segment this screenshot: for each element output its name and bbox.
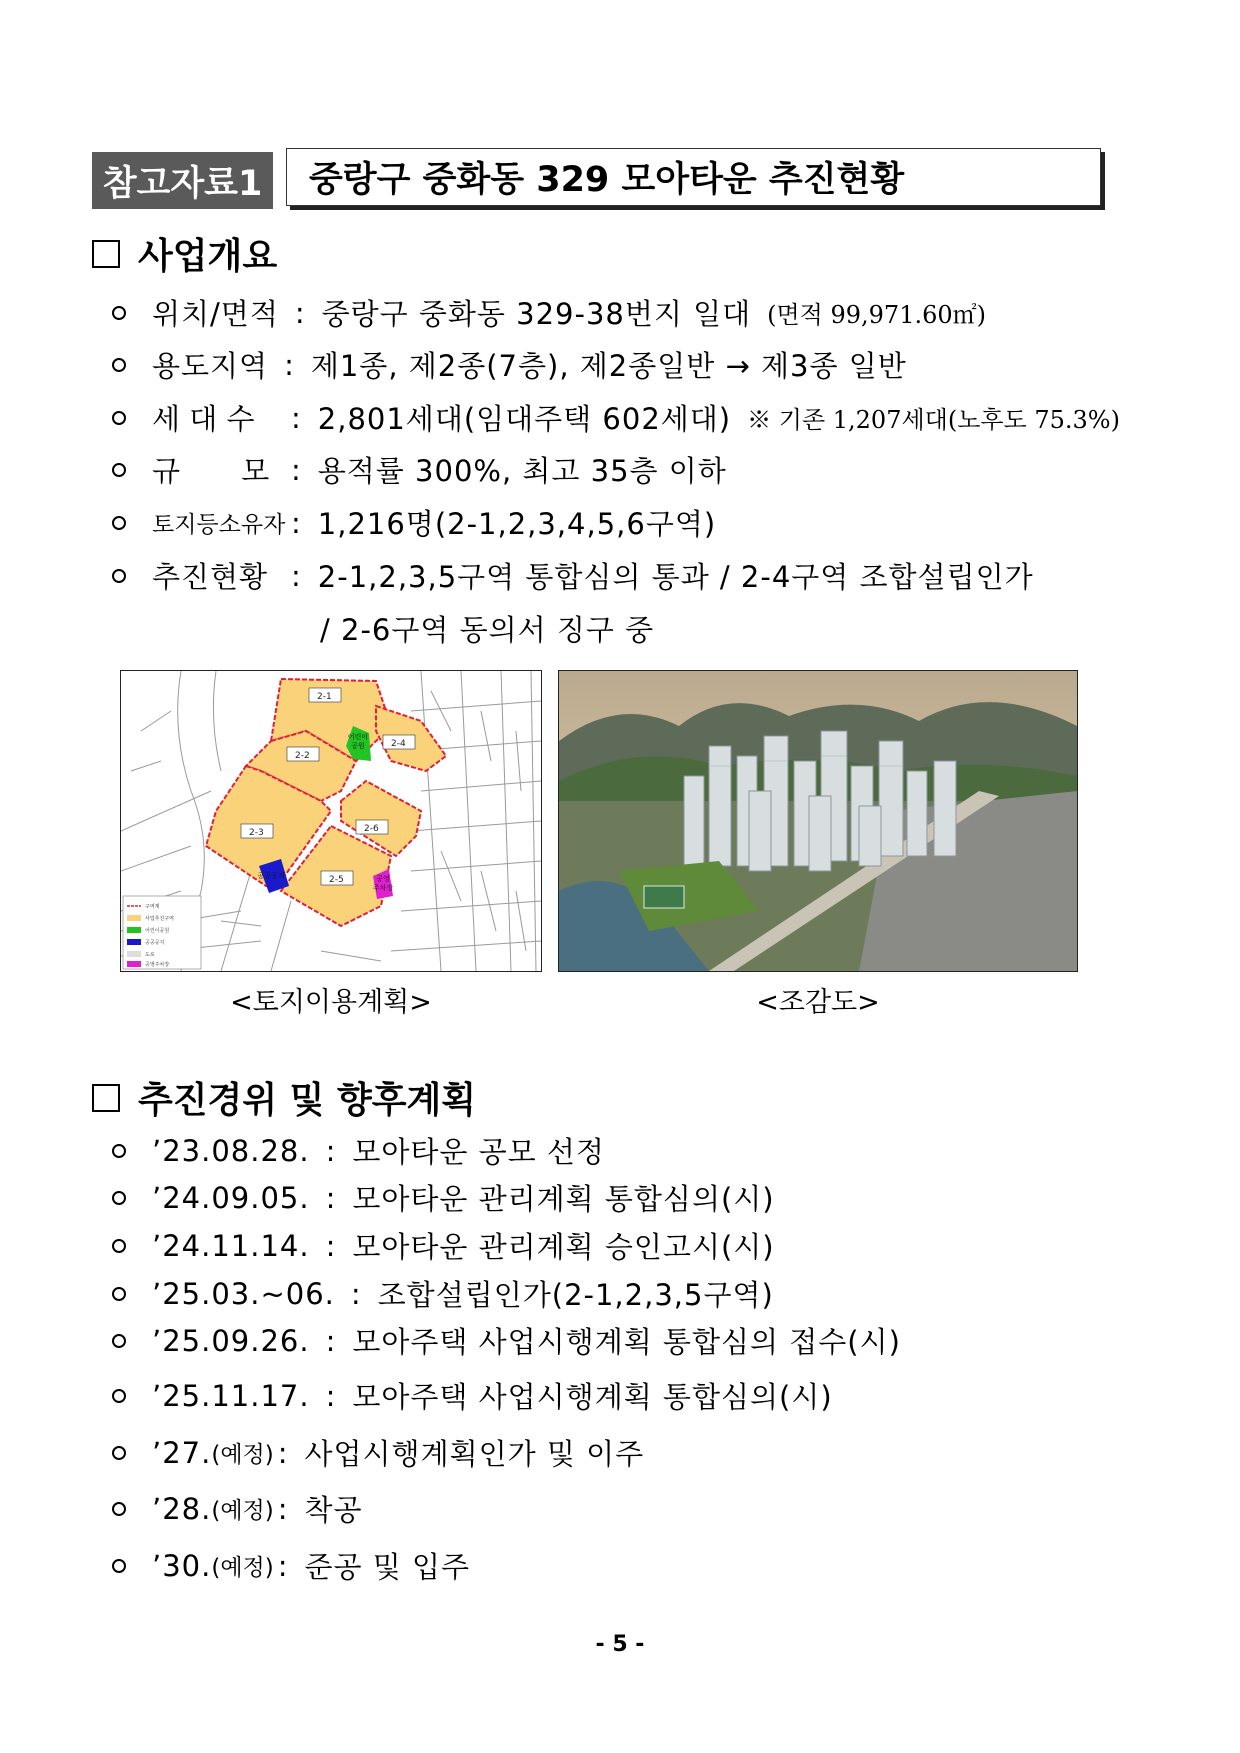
timeline-item [112,1488,363,1529]
colon: : [291,452,302,487]
item-note: ※ 기존 1,207세대(노후도 75.3%) [747,406,1120,434]
timeline-text: 모아타운 공모 선정 [352,1135,605,1169]
bullet-circle-icon [112,411,126,425]
reference-title: 중랑구 중화동 329 모아타운 추진현황 [286,148,1101,206]
timeline-text: 모아주택 사업시행계획 통합심의 접수(시) [352,1325,901,1359]
bullet-circle-icon [112,1334,126,1348]
map-facility-label: 공원 [351,742,365,750]
timeline-date: ’24.09.05. [152,1180,310,1215]
timeline-item [112,1177,775,1218]
item-label: 토지등소유자 [152,512,286,538]
legend-label: 어린이공원 [145,928,170,934]
section-heading-text: 추진경위 및 향후계획 [138,1080,477,1121]
bullet-circle-icon [112,1446,126,1460]
aerial-rendering-caption: <조감도> [756,987,880,1018]
item-label: 세 대 수 [152,402,255,436]
map-facility-label: 공공공지 [257,872,285,880]
overview-item-owners [112,502,716,543]
timeline-item [112,1375,833,1416]
colon: : [291,400,302,435]
bullet-circle-icon [112,358,126,372]
timeline-item [112,1225,775,1266]
timeline-date: ’25.09.26. [152,1323,310,1358]
land-use-map-svg [121,671,541,971]
overview-item-scale [112,449,727,490]
item-label: 위치/면적 [152,297,279,331]
section-heading-overview [92,228,277,279]
item-value: 2-1,2,3,5구역 통합심의 통과 / 2-4구역 조합설립인가 [317,560,1034,594]
colon: : [291,558,302,593]
timeline-date: ’23.08.28. [152,1133,310,1168]
legend-label: 도로 [145,952,155,958]
timeline-text: 사업시행계획인가 및 이주 [304,1437,645,1471]
item-value-continued: / 2-6구역 동의서 징구 중 [320,613,655,647]
bullet-circle-icon [112,516,126,530]
timeline-date: ’24.11.14. [152,1228,310,1263]
timeline-planned-tag: (예정) [211,1442,274,1468]
colon: : [325,1180,337,1215]
zone-label-2-4: 2-4 [391,739,406,749]
timeline-date: ’25.11.17. [152,1378,310,1413]
timeline-item [112,1130,605,1171]
map-legend [123,896,201,969]
timeline-item [112,1432,644,1473]
colon: : [277,1435,289,1470]
timeline-date: ’27. [152,1435,212,1470]
colon: : [325,1378,337,1413]
timeline-date: ’28. [152,1491,212,1526]
timeline-text: 모아타운 관리계획 통합심의(시) [352,1182,775,1216]
item-value: 용적률 300%, 최고 35층 이하 [317,454,727,488]
land-use-map-caption: <토지이용계획> [230,987,432,1018]
item-value: 1,216명(2-1,2,3,4,5,6구역) [317,507,717,541]
bullet-circle-icon [112,1287,126,1301]
aerial-rendering [558,670,1078,972]
timeline-text: 준공 및 입주 [304,1550,471,1584]
overview-item-households [112,397,1120,438]
item-label: 용도지역 [152,349,269,383]
colon: : [284,347,295,382]
timeline-text: 모아주택 사업시행계획 통합심의(시) [352,1380,833,1414]
timeline-item [112,1320,901,1361]
timeline-item [112,1273,774,1314]
colon: : [277,1548,289,1583]
bullet-circle-icon [112,569,126,583]
map-facility-label: 어린이 [347,733,369,741]
timeline-text: 조합설립인가(2-1,2,3,5구역) [377,1278,774,1312]
overview-item-progress [112,555,1034,596]
zone-label-2-1: 2-1 [317,692,332,702]
timeline-text: 착공 [304,1493,363,1527]
item-note: (면적 99,971.60㎡) [767,301,986,329]
colon: : [291,505,302,540]
map-facility-label: 주차장 [372,884,394,892]
page-number: - 5 - [595,1632,645,1657]
colon: : [277,1491,289,1526]
item-label: 규 모 [152,454,271,488]
zone-label-2-6: 2-6 [364,824,379,834]
zone-label-2-5: 2-5 [329,875,344,885]
overview-item-progress-cont [320,608,654,649]
timeline-date: ’30. [152,1548,212,1583]
legend-label: 공영주차장 [145,962,170,968]
timeline-text: 모아타운 관리계획 승인고시(시) [352,1230,775,1264]
checkbox-square-icon [92,1084,120,1112]
map-facility-label: 공영 [376,875,390,883]
colon: : [350,1276,362,1311]
section-heading-text: 사업개요 [138,236,278,277]
timeline-item [112,1545,470,1586]
legend-label: 공공공지 [145,940,165,946]
section-heading-timeline [92,1072,476,1123]
bullet-circle-icon [112,1239,126,1253]
zone-label-2-3: 2-3 [249,828,264,838]
bullet-circle-icon [112,306,126,320]
bullet-circle-icon [112,1559,126,1573]
land-use-map [120,670,542,972]
item-value: 제1종, 제2종(7층), 제2종일반 → 제3종 일반 [310,349,907,383]
bullet-circle-icon [112,1502,126,1516]
checkbox-square-icon [92,240,120,268]
item-value: 2,801세대(임대주택 602세대) [317,402,732,436]
bullet-circle-icon [112,463,126,477]
zone-label-2-2: 2-2 [295,751,310,761]
colon: : [325,1228,337,1263]
overview-item-location [112,292,986,333]
item-label: 추진현황 [152,560,269,594]
overview-item-zoning [112,344,907,385]
timeline-planned-tag: (예정) [211,1555,274,1581]
colon: : [325,1133,337,1168]
colon: : [294,295,306,330]
item-value: 중랑구 중화동 329-38번지 일대 [321,297,752,331]
legend-label: 사업추진구역 [145,916,174,922]
timeline-date: ’25.03.~06. [152,1276,335,1311]
legend-label: 구역계 [145,904,160,910]
reference-tag: 참고자료1 [92,152,273,209]
bullet-circle-icon [112,1144,126,1158]
bullet-circle-icon [112,1389,126,1403]
bullet-circle-icon [112,1191,126,1205]
timeline-planned-tag: (예정) [211,1498,274,1524]
colon: : [325,1323,337,1358]
aerial-rendering-svg [559,671,1077,971]
